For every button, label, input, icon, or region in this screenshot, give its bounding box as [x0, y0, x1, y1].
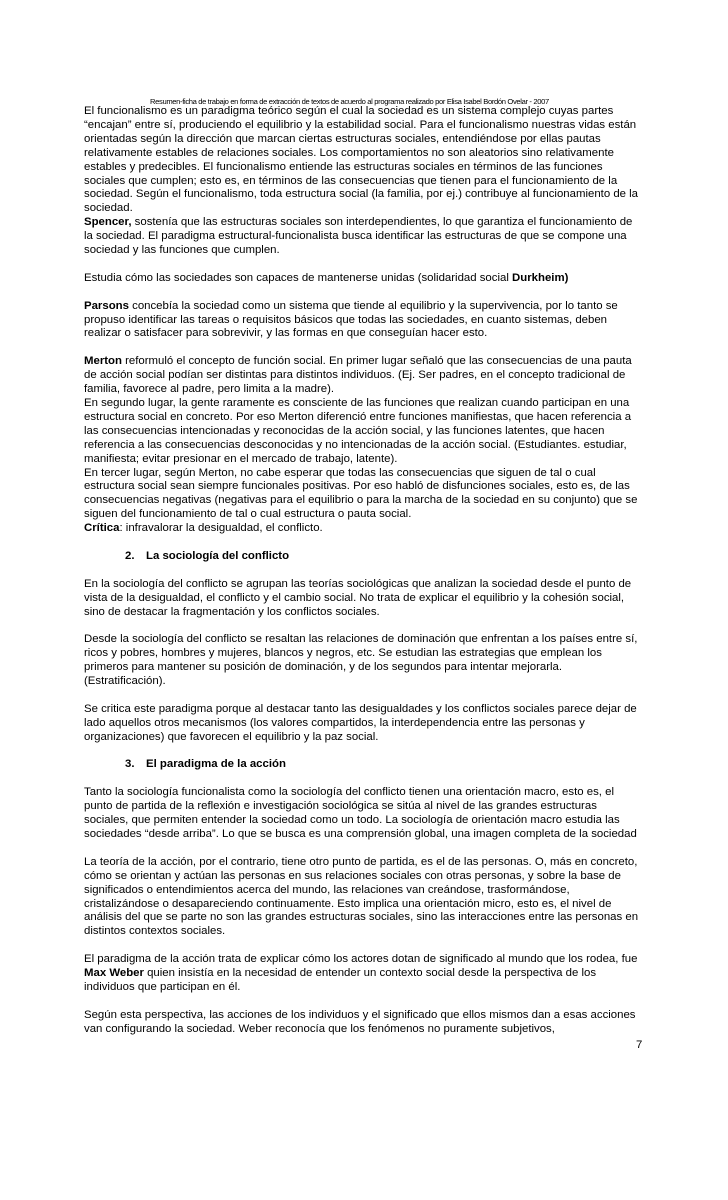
body-text — [84, 105, 644, 1037]
paragraph-merton-third: En tercer lugar, según Merton, no cabe esperar que todas las consecuencias que siguen de tal o cual estructura social sean siempre funcionales positivas. Por eso habló de disfunciones sociales, esto es, de las consecuencias negativas (negativas para el equilibrio o para la marcha de la sociedad en su conjunto) que se siguen del funcionamiento de tal o cual estructura o pauta social. — [84, 466, 638, 521]
paragraph-conflicto-critica: Se critica este paradigma porque al destacar tanto las desigualdades y los conflictos sociales parece dejar de lado aquellos otros mecanismos (los valores compartidos, la interdependencia entre las personas y organizaciones) que favorecen el equilibrio y la paz social. — [84, 702, 637, 743]
label-critica: Crítica — [84, 522, 120, 535]
paragraph-durkheim: Estudia cómo las sociedades son capaces de mantenerse unidas (solidaridad social Durkheim) — [84, 271, 569, 284]
paragraph-critica: Crítica: infravalorar la desigualdad, el conflicto. — [84, 522, 323, 535]
paragraph-conflicto-intro: En la sociología del conflicto se agrupan las teorías sociológicas que analizan la sociedad desde el punto de vista de la desigualdad, el conflicto y el cambio social. No trata de explicar el equilibrio y la cohesión social, sino de destacar la fragmentación y los conflictos sociales. — [84, 577, 632, 618]
paragraph-teoria-accion: La teoría de la acción, por el contrario, tiene otro punto de partida, es el de las personas. O, más en concreto, cómo se orientan y actúan las personas en sus relaciones sociales con otras personas, y sobre la base de significados o entendimientos acerca del mundo, las relaciones van creándose, trasformándose, cristalizándose o desapareciendo continuamente. Esto implica una orientación micro, esto es, el nivel de análisis del que se parte no son las grandes estructuras sociales, sino las interacciones entre las personas en distintos contextos sociales. — [84, 855, 639, 938]
paragraph-parsons: Parsons concebía la sociedad como un sistema que tiende al equilibrio y la supervivencia, por lo tanto se propuso identificar las tareas o requisitos básicos que todas las sociedades, en cuanto sistemas, deben realizar o satisfacer para sobrevivir, y las formas en que conseguían hacer esto. — [84, 299, 618, 340]
name-max-weber: Max Weber — [84, 967, 144, 980]
running-header: Resumen-ficha de trabajo en forma de extracción de textos de acuerdo al programa realizado por Elisa Isabel Bordón Ovelar - 2007 — [150, 97, 549, 106]
name-spencer: Spencer, — [84, 216, 132, 229]
paragraph-merton: Merton reformuló el concepto de función social. En primer lugar señaló que las consecuencias de una pauta de acción social podían ser distintas para distintos individuos. (Ej. Ser padres, en el concepto tradicional de familia, favorece al padre, pero limita a la madre). — [84, 355, 632, 396]
section-heading-conflicto: 2. La sociología del conflicto — [125, 549, 290, 562]
paragraph-orientacion-macro: Tanto la sociología funcionalista como la sociología del conflicto tienen una orientación macro, esto es, el punto de partida de la reflexión e investigación sociológica se sitúa al nivel de las grandes estructuras sociales, que permiten entender la sociedad como un todo. La sociología de orientación macro estudia las sociedades “desde arriba”. Lo que se busca es una comprensión global, una imagen completa de la sociedad — [84, 786, 637, 840]
paragraph-conflicto-dominacion: Desde la sociología del conflicto se resaltan las relaciones de dominación que enfrentan a los países entre sí, ricos y pobres, hombres y mujeres, blancos y negros, etc. Se estudian las estrategias que emplean los primeros para mantener su posición de dominación, y de los segundos para intentar mejorarla. (Estratificación). — [84, 633, 638, 688]
paragraph-weber: El paradigma de la acción trata de explicar cómo los actores dotan de significado al mundo que los rodea, fue Max Weber quien insistía en la necesidad de entender un contexto social desde la perspectiva de los individuos que participan en él. — [84, 953, 638, 993]
page-number: 7 — [636, 1039, 643, 1051]
section-heading-accion: 3. El paradigma de la acción — [125, 758, 286, 771]
paragraph-funcionalismo: El funcionalismo es un paradigma teórico según el cual la sociedad es un sistema complejo cuyas partes “encajan” entre sí, produciendo el equilibrio y la estabilidad social. Para el funcionalismo nuestras vidas están orientadas según la dirección que marcan ciertas estructuras sociales, entendiéndose por ellas pautas relativamente estables de relaciones sociales. Los comportamientos no son aleatorios sino relativamente estables y predecibles. El funcionalismo entiende las estructuras sociales en términos de las funciones sociales que cumplen; esto es, en términos de las consecuencias que tienen para el funcionamiento de la sociedad. Según el funcionalismo, toda estructura social (la familia, por ej.) contribuye al funcionamiento de la sociedad. — [84, 105, 639, 215]
name-parsons: Parsons — [84, 299, 129, 312]
paragraph-spencer: Spencer, sostenía que las estructuras sociales son interdependientes, lo que garantiza el funcionamiento de la sociedad. El paradigma estructural-funcionalista busca identificar las estructuras de que se compone una sociedad y las funciones que cumplen. — [84, 216, 633, 257]
name-merton: Merton — [84, 355, 122, 368]
paragraph-perspectiva: Según esta perspectiva, las acciones de los individuos y el significado que ellos mismos dan a esas acciones van configurando la sociedad. Weber reconocía que los fenómenos no puramente subjetivos, — [84, 1008, 636, 1035]
name-durkheim: Durkheim) — [512, 271, 569, 284]
paragraph-merton-second: En segundo lugar, la gente raramente es consciente de las funciones que realizan cuando participan en una estructura social en concreto. Por eso Merton diferenció entre funciones manifiestas, que hacen referencia a las consecuencias intencionadas y reconocidas de la acción social, y las funciones latentes, que hacen referencia a las consecuencias desconocidas y no intencionadas de la acción social. (Estudiantes. estudiar, manifiesta; evitar presionar en el mercado de trabajo, latente). — [84, 396, 632, 465]
